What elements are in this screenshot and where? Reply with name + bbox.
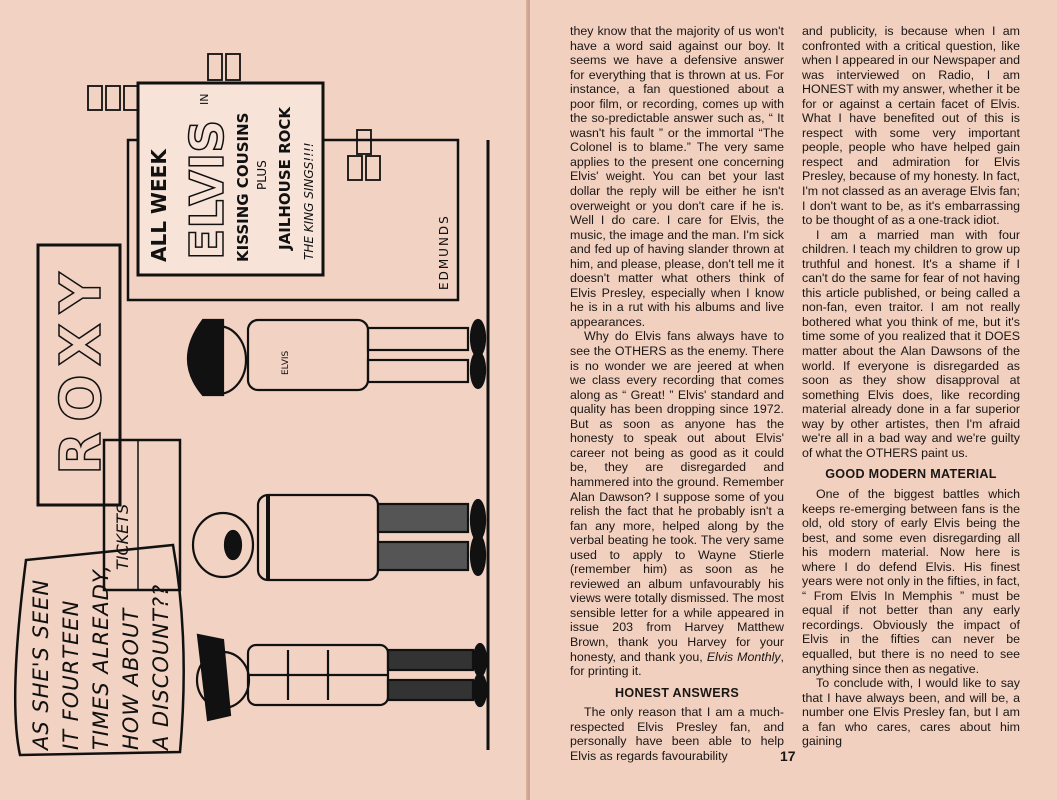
caption-line: TIMES ALREADY, xyxy=(89,564,113,750)
article-paragraph: they know that the majority of us won't have a word said against our boy. It seems we have a defensive answer for everything that is thrown at us. For instance, a fan questioned about a poor film, or recording, comes up with the so-predictable answer such as, “ It wasn't his fault ” or the immortal “The Colonel is to blame.” The very same applies to the present one concerning Elvis' weight. You can bet your last dollar the reply will be either he isn't overweight or you don't care if he is. Well I do care. I care for Elvis, the music, the image and the man. I'm sick and fed up of having slander thrown at him, and please, please, don't tell me it doesn't matter what others think of Elvis Presley, especially when I know he is in a rut with his albums and live appearances. xyxy=(570,24,784,329)
woman-figure xyxy=(197,635,486,720)
shirt-text: ELVIS xyxy=(281,350,291,375)
article-paragraph xyxy=(570,329,784,678)
caption-line: AS SHE'S SEEN xyxy=(29,578,53,750)
section-heading: HONEST ANSWERS xyxy=(614,685,740,700)
article-paragraph: One of the biggest battles which keeps re-emerging between fans is the old, old story of early Elvis being the best, and some even disregarding all his modern material. Now here is where I do defend Elvis. His finest years were not only in the fifties, in fact, “ From Elvis In Memphis ” must be equal if not better than any early recordings. Obviously the impact of Elvis in the fifties can never be equalled, but there is no need to see anything since then as negative. xyxy=(802,486,1020,676)
page-number: 17 xyxy=(780,748,796,764)
left-page xyxy=(0,0,528,800)
article-column-1 xyxy=(570,24,784,763)
article-paragraph: I am a married man with four children. I teach my children to grow up truthful and honest. It's a shame if I can't do the same for fear of not having this article published, or being called a non-fan, even traitor. I am not really bothered what you think of me, but it's time some of you realized that it DOES matter about the Alan Dawsons of the world. If everyone is disregarded as soon as they show disapproval at something Elvis does, like recording material already done in a far superior way by other artistes, then I'm afraid we're all in a bad way and we're guilty of what the OTHERS paint us. xyxy=(802,227,1020,460)
tickets-sign: TICKETS xyxy=(113,503,132,570)
poster-line: IN xyxy=(198,93,211,105)
poster-title: ELVIS xyxy=(180,119,234,260)
article-paragraph: and publicity, is because when I am confronted with a critical question, like when I appeared in our Newspaper and was interviewed on Radio, I am HONEST with my answer, whether it be for or against a certain facet of Elvis. What I have benefited out of this is respect with some very important people, people who have helped gain respect and admiration for Elvis Presley, because of my honesty. In fact, I'm not classed as an average Elvis fan; I don't want to be, as it's embarrassing to be thought of as a one-track idiot. xyxy=(802,24,1020,228)
speech-caption xyxy=(29,564,173,752)
roxy-sign: ROXY xyxy=(49,262,114,475)
article-paragraph: The only reason that I am a much-respected Elvis Presley fan, and personally have been able to help Elvis as regards favourability xyxy=(570,705,784,763)
section-heading: GOOD MODERN MATERIAL xyxy=(825,467,997,482)
poster-line: THE KING SINGS!!!! xyxy=(302,142,316,260)
paragraph-text: , for printing it. xyxy=(570,649,784,679)
caption-line: IT FOURTEEN xyxy=(59,599,83,750)
suited-man-figure xyxy=(193,495,485,580)
poster-line: ALL WEEK xyxy=(147,149,171,262)
artist-signature: EDMUNDS xyxy=(437,214,451,290)
poster-line: KISSING COUSINS xyxy=(234,112,252,262)
caption-line: A DISCOUNT?? xyxy=(149,583,173,750)
poster-line: JAILHOUSE ROCK xyxy=(276,106,294,250)
cartoon-illustration xyxy=(8,30,516,760)
article-paragraph: To conclude with, I would like to say that I have always been, and will be, a number one Elvis Presley fan, but I am a fan who cares, cares about him gaining xyxy=(802,676,1020,749)
paragraph-text: Why do Elvis fans always have to see the OTHERS as the enemy. There is no wonder we are jeered at when we class every recording that comes along as “ Great! ” Elvis' standard and quality has been dropping since 1972. But as soon as anyone has the honesty to speak out about Elvis' career not being as good as it could be, they are disregarded and hammered into the ground. Remember Alan Dawson? I suppose some of you relish the fact that he probably isn't a fan any more, helped along by the verbal beating he took. The very same used to apply to Wayne Stierle (remember him) as soon as he reviewed an album unfavourably his views were totally dismissed. The most sensible letter for a while appeared in issue 203 from Harvey Matthew Brown, thank you Harvey for your honesty, and thank you, xyxy=(570,329,784,664)
poster-line: PLUS xyxy=(255,160,269,190)
caption-line: HOW ABOUT xyxy=(119,607,143,750)
article-column-2 xyxy=(802,24,1020,749)
young-fan-figure xyxy=(188,320,485,395)
magazine-name: Elvis Monthly xyxy=(706,649,781,664)
film-poster xyxy=(138,83,323,275)
